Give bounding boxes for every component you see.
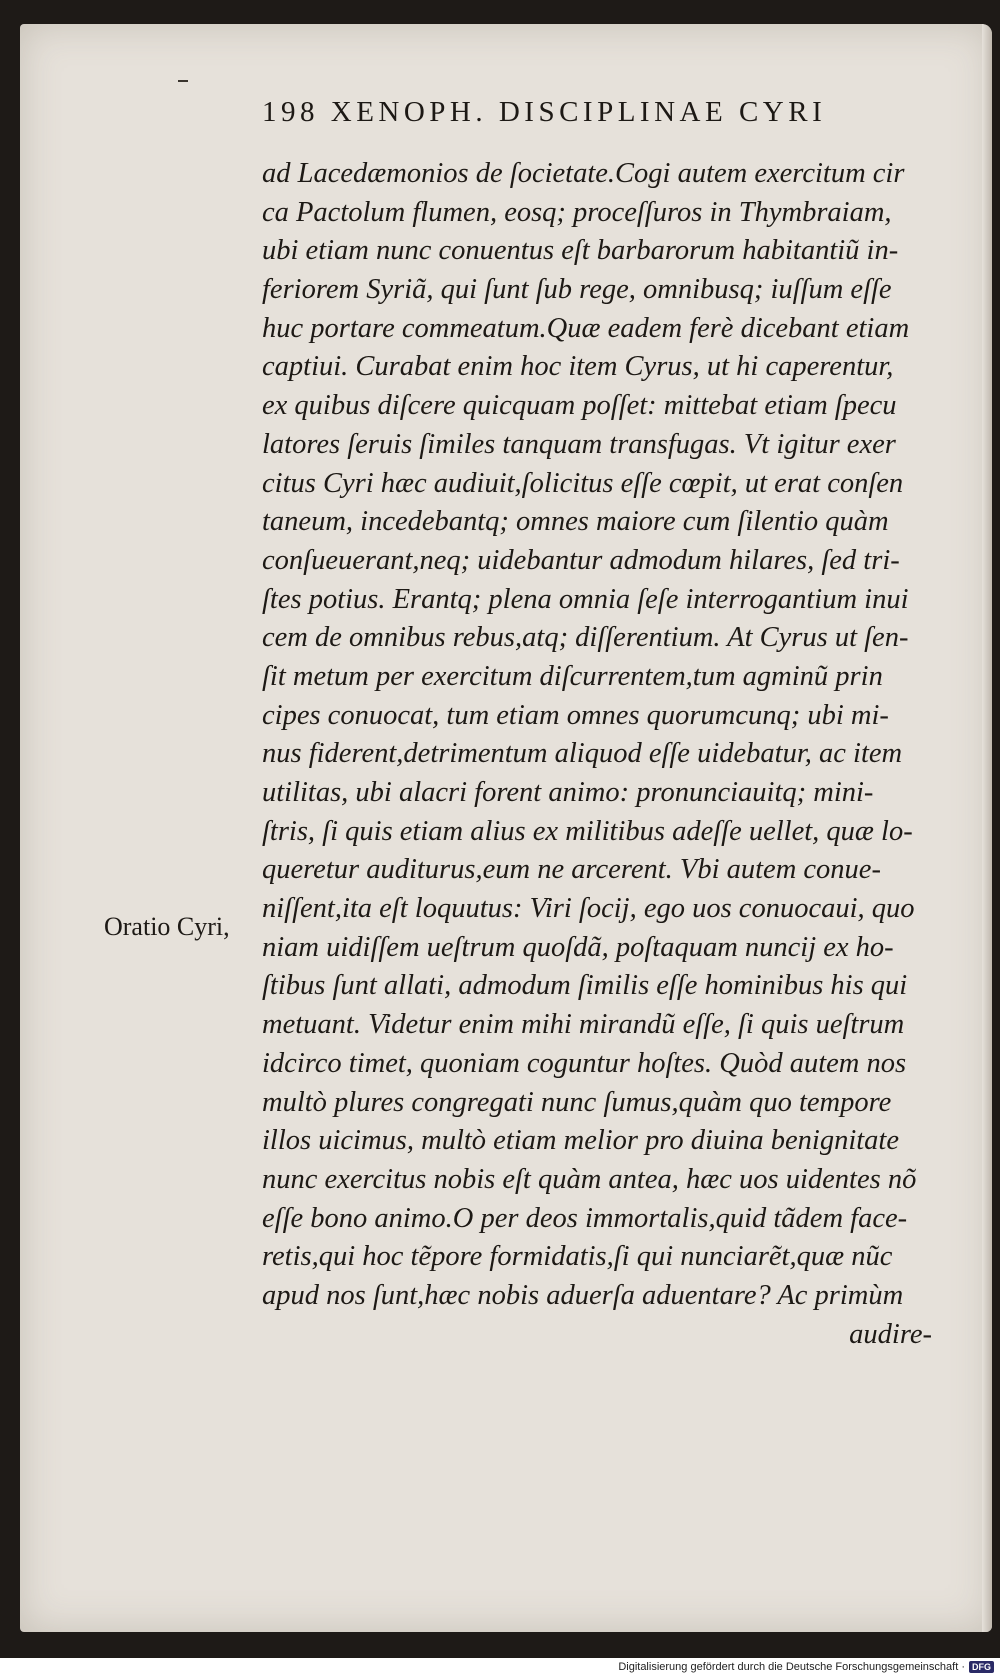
text-line: illos uicimus, multò etiam melior pro diuina benignitate [262,1125,899,1157]
text-line: huc portare commeatum.Quæ eadem ferè dicebant etiam [262,312,910,344]
text-line: eſſe bono animo.O per deos immortalis,quid tãdem face- [262,1202,908,1234]
text-line: captiui. Curabat enim hoc item Cyrus, ut hi caperentur, [262,351,894,383]
text-line: citus Cyri hæc audiuit,ſolicitus eſſe cœpit, ut erat conſen [262,467,904,499]
body-text [262,155,952,1354]
text-line: ſtris, ſi quis etiam alius ex militibus adeſſe uellet, quæ lo- [262,815,913,847]
text-line: cem de omnibus rebus,atq; diſſerentium. At Cyrus ut ſen- [262,622,909,654]
text-line: retis,qui hoc tẽpore formidatis,ſi qui nunciarẽt,quæ nũc [262,1241,893,1273]
text-line: cipes conuocat, tum etiam omnes quorumcunq; ubi mi- [262,699,889,731]
text-line: ex quibus diſcere quicquam poſſet: mittebat etiam ſpecu [262,390,897,422]
catchword: audire- [849,1318,932,1350]
dfg-logo: DFG [969,1661,994,1673]
text-line: taneum, incedebantq; omnes maiore cum ſilentio quàm [262,506,889,538]
text-line: conſueuerant,neq; uidebantur admodum hilares, ſed tri- [262,544,900,576]
text-line: ad Lacedæmonios de ſocietate.Cogi autem exercitum cir [262,158,905,189]
text-line: utilitas, ubi alacri forent animo: pronunciauitq; mini- [262,777,874,808]
text-line: niam uidiſſem ueſtrum quoſdã, poſtaquam nuncij ex ho- [262,931,894,963]
text-line: nus fiderent,detrimentum aliquod eſſe uidebatur, ac item [262,738,903,770]
footer-credit [618,1661,994,1673]
text-line: nunc exercitus nobis eſt quàm antea, hæc uos uidentes nõ [262,1163,917,1195]
text-line: ca Pactolum flumen, eosq; proceſſuros in Thymbraiam, [262,196,892,228]
text-line: feriorem Syriã, qui ſunt ſub rege, omnibusq; iuſſum eſſe [262,274,892,306]
text-line: ubi etiam nunc conuentus eſt barbarorum habitantiũ in- [262,235,899,267]
running-head: 198 XENOPH. DISCIPLINAE CYRI [262,96,827,128]
margin-note: Oratio Cyri, [104,912,230,941]
text-line: multò plures congregati nunc ſumus,quàm quo tempore [262,1086,892,1118]
text-line: queretur auditurus,eum ne arcerent. Vbi autem conue- [262,854,881,886]
margin-tick-mark [178,80,188,82]
text-line: metuant. Videtur enim mihi mirandũ eſſe, ſi quis ueſtrum [262,1009,905,1041]
page-edge [982,24,992,1632]
text-line: ſtes potius. Erantq; plena omnia ſeſe interrogantium inui [262,583,909,615]
text-line: niſſent,ita eſt loquutus: Viri ſocij, ego uos conuocaui, quo [262,893,915,925]
text-line: ſit metum per exercitum diſcurrentem,tum agminũ prin [262,660,883,692]
text-line: latores ſeruis ſimiles tanquam transfugas. Vt igitur exer [262,428,896,460]
text-line: apud nos ſunt,hæc nobis aduerſa aduentare? Ac primùm [262,1279,904,1311]
footer-credit-text: Digitalisierung gefördert durch die Deutsche Forschungsgemeinschaft · [618,1661,965,1673]
text-line: idcirco timet, quoniam coguntur hoſtes. Quòd autem nos [262,1047,907,1079]
text-line: ſtibus ſunt allati, admodum ſimilis eſſe hominibus his qui [262,970,908,1002]
